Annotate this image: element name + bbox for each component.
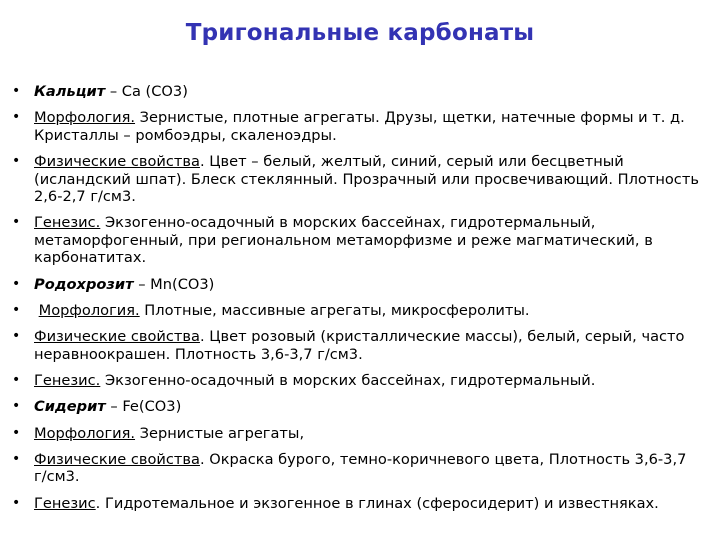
bullet-icon: • xyxy=(12,450,21,467)
section-term: Генезис xyxy=(34,494,96,512)
section-term: Морфология. xyxy=(38,301,140,319)
bullet-icon: • xyxy=(12,301,21,318)
list-item-siderite-morphology xyxy=(12,425,702,443)
mineral-name: Сидерит xyxy=(34,398,106,416)
bullet-list xyxy=(12,83,702,521)
bullet-icon: • xyxy=(12,424,21,441)
section-term: Генезис. xyxy=(34,214,101,232)
item-text: Зернистые, плотные агрегаты. Друзы, щетки, натечные формы и т. д. Кристаллы – ромбоэдры, скаленоэдры. xyxy=(34,109,685,144)
list-item-siderite xyxy=(12,398,702,416)
list-item-calcite-properties xyxy=(12,153,702,206)
slide-title: Тригональные карбонаты xyxy=(185,20,535,46)
item-text: . Окраска бурого, темно-коричневого цвета, Плотность 3,6-3,7 г/см3. xyxy=(34,450,687,486)
section-term: Физические свойства xyxy=(34,328,200,346)
list-item-calcite xyxy=(12,83,702,101)
item-text: – Fe(CO3) xyxy=(105,398,182,416)
list-item-rhodochrosite xyxy=(12,276,702,294)
item-text: Экзогенно-осадочный в морских бассейнах, гидротермальный, метаморфогенный, при региональном метаморфизме и реже магматический, в карбонатитах. xyxy=(34,214,653,267)
item-text: Плотные, массивные агрегаты, микросферолиты. xyxy=(139,301,530,319)
list-item-rhodochrosite-properties xyxy=(12,328,702,363)
section-term: Морфология. xyxy=(34,424,136,442)
item-text: – Mn(CO3) xyxy=(133,275,215,293)
list-item-calcite-morphology xyxy=(12,109,702,144)
list-item-siderite-properties xyxy=(12,451,702,486)
list-item-siderite-genesis xyxy=(12,495,702,513)
mineral-name: Кальцит xyxy=(34,83,106,100)
mineral-name: Родохрозит xyxy=(34,275,134,293)
bullet-icon: • xyxy=(12,398,21,415)
item-text: – Ca (CO3) xyxy=(105,83,188,100)
list-item-calcite-genesis xyxy=(12,214,702,267)
item-text: . Цвет – белый, желтый, синий, серый или бесцветный (исландский шпат). Блеск стеклянный. Прозрачный или просвечивающий. Плотность 2,6-2,7 г/см3. xyxy=(34,153,699,206)
bullet-icon: • xyxy=(12,214,21,231)
item-text: . Цвет розовый (кристаллические массы), белый, серый, часто неравноокрашен. Плотность 3,6-3,7 г/см3. xyxy=(34,328,685,363)
bullet-icon: • xyxy=(12,328,21,345)
section-term: Морфология. xyxy=(34,109,136,127)
item-text: . Гидротемальное и экзогенное в глинах (сферосидерит) и известняках. xyxy=(95,494,659,512)
list-item-rhodochrosite-morphology xyxy=(12,302,702,320)
section-term: Генезис. xyxy=(34,372,101,390)
item-text: Зернистые агрегаты, xyxy=(135,424,305,442)
bullet-icon: • xyxy=(12,109,21,126)
bullet-icon: • xyxy=(12,83,21,99)
section-term: Физические свойства xyxy=(34,153,200,171)
bullet-icon: • xyxy=(12,275,21,292)
section-term: Физические свойства xyxy=(34,450,200,468)
bullet-icon: • xyxy=(12,153,21,170)
bullet-icon: • xyxy=(12,372,21,389)
bullet-icon: • xyxy=(12,494,21,511)
item-text: Экзогенно-осадочный в морских бассейнах, гидротермальный. xyxy=(100,372,596,390)
list-item-rhodochrosite-genesis xyxy=(12,372,702,390)
